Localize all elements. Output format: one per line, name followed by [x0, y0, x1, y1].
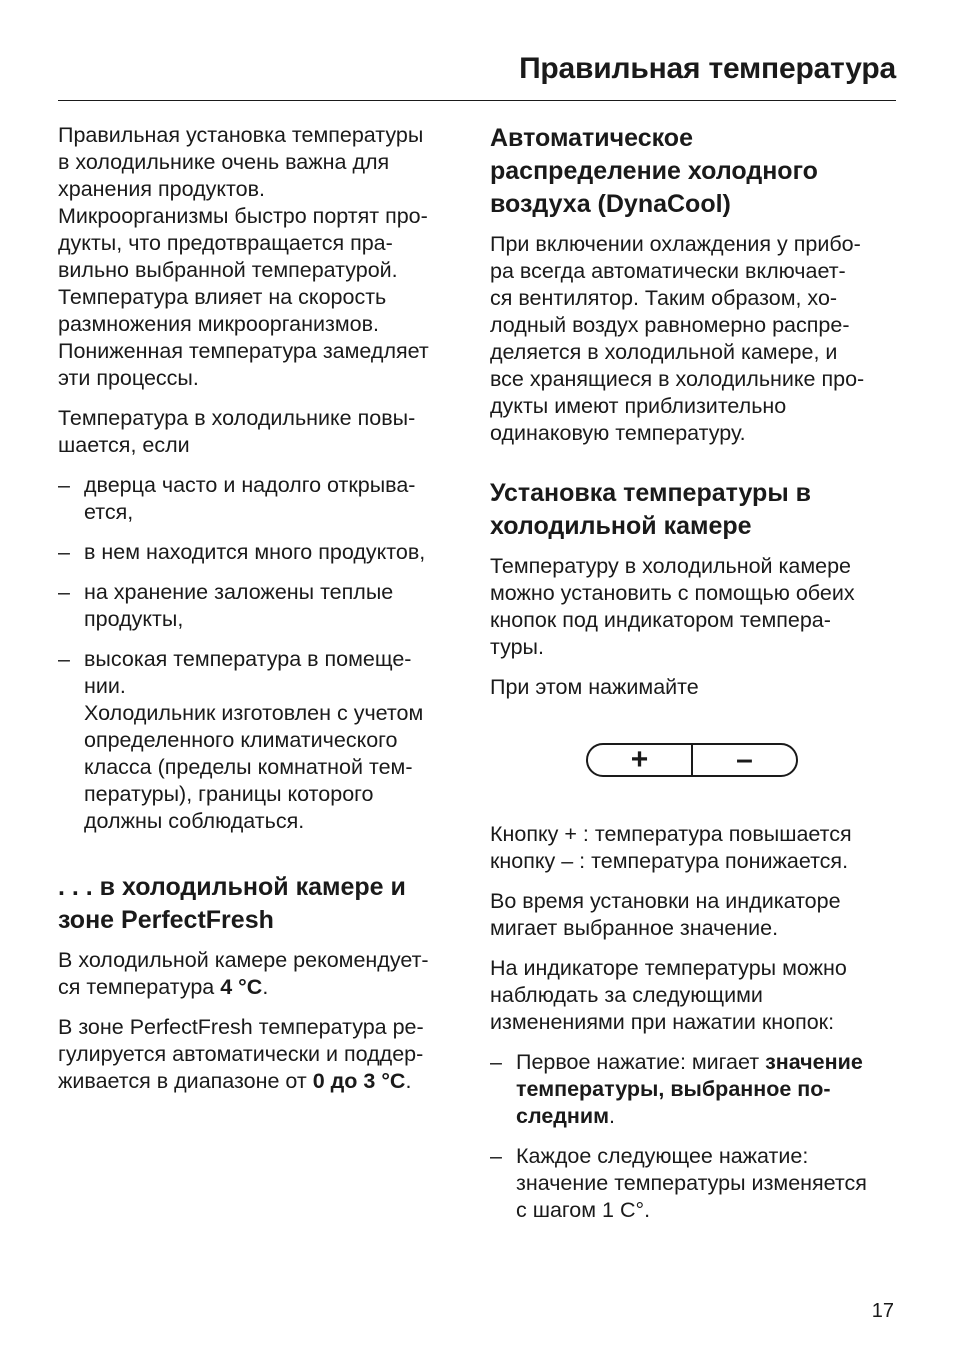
list-item: – дверца часто и надолго открыва- ется, — [58, 472, 468, 526]
perfectfresh-end: . — [405, 1069, 412, 1093]
observe-paragraph: На индикаторе температуры можно наблюдать за следующими изменениями при нажатии кнопок: — [490, 956, 847, 1034]
fridge-temperature-paragraph — [58, 947, 468, 1001]
first-press-end: . — [609, 1104, 616, 1128]
section-heading-fridge-perfectfresh: . . . в холодильной камере и зоне PerfectFresh — [58, 873, 406, 934]
dynacool-paragraph: При включении охлаждения у прибо- ра всегда автоматически включает- ся вентилятор. Таким образом, хо- лодный воздух равномерно распре- деляется в холодильной камере, и все хранящиеся в холодильнике про- дукты имеют приблизительно одинаковую температуру. — [490, 232, 865, 445]
first-press-bold: значение температуры, выбранное по- следним — [516, 1050, 863, 1128]
header-rule — [58, 100, 896, 101]
press-behavior-list — [490, 1049, 900, 1224]
left-column — [58, 122, 468, 1108]
fridge-temperature-value: 4 °C — [220, 975, 263, 999]
plus-minus-buttons-illustration — [586, 743, 798, 777]
perfectfresh-range-value: 0 до 3 °C — [312, 1069, 406, 1093]
first-press-text: Первое нажатие: мигает — [516, 1050, 766, 1074]
rise-intro-paragraph: Температура в холодильнике повы- шается, если — [58, 406, 416, 457]
list-item: – высокая температура в помеще- нии. Холодильник изготовлен с учетом определенного климатического класса (пределы комнатной тем- пературы), границы которого должны соблюдаться. — [58, 646, 468, 835]
list-item: – в нем находится много продуктов, — [58, 539, 468, 566]
minus-button-illustration: – — [691, 745, 796, 775]
perfectfresh-paragraph — [58, 1014, 468, 1095]
buttons-description: Кнопку + : температура повышается кнопку – : температура понижается. — [490, 822, 852, 873]
conditions-list — [58, 472, 468, 835]
plus-button-illustration: + — [630, 743, 649, 776]
dynacool-heading: Автоматическое распределение холодного воздуха (DynaCool) — [490, 124, 818, 218]
press-instruction: При этом нажимайте — [490, 675, 699, 699]
intro-paragraph: Правильная установка температуры в холодильнике очень важна для хранения продуктов. Микроорганизмы быстро портят про- дукты, что предотвращается пра- вильно выбранной температурой. Температура влияет на скорость размножения микроорганизмов. Пониженная температура замедляет эти процессы. — [58, 123, 429, 390]
blink-paragraph: Во время установки на индикаторе мигает выбранное значение. — [490, 889, 841, 940]
page-title: Правильная температура — [519, 52, 896, 85]
list-item: – на хранение заложены теплые продукты, — [58, 579, 468, 633]
list-item: – Каждое следующее нажатие: значение температуры изменяется с шагом 1 C°. — [490, 1143, 900, 1224]
list-item — [490, 1049, 900, 1130]
right-column — [490, 122, 900, 1237]
perfectfresh-text: В зоне PerfectFresh температура ре- гулируется автоматически и поддер- живается в диапазоне от — [58, 1015, 424, 1093]
fridge-temperature-end: . — [262, 975, 269, 999]
page-number: 17 — [871, 1300, 894, 1322]
temperature-setting-paragraph: Температуру в холодильной камере можно установить с помощью обеих кнопок под индикатором темпера- туры. — [490, 554, 855, 659]
temperature-setting-heading: Установка температуры в холодильной камере — [490, 479, 811, 540]
fridge-temperature-text: В холодильной камере рекомендует- ся температура — [58, 948, 429, 999]
